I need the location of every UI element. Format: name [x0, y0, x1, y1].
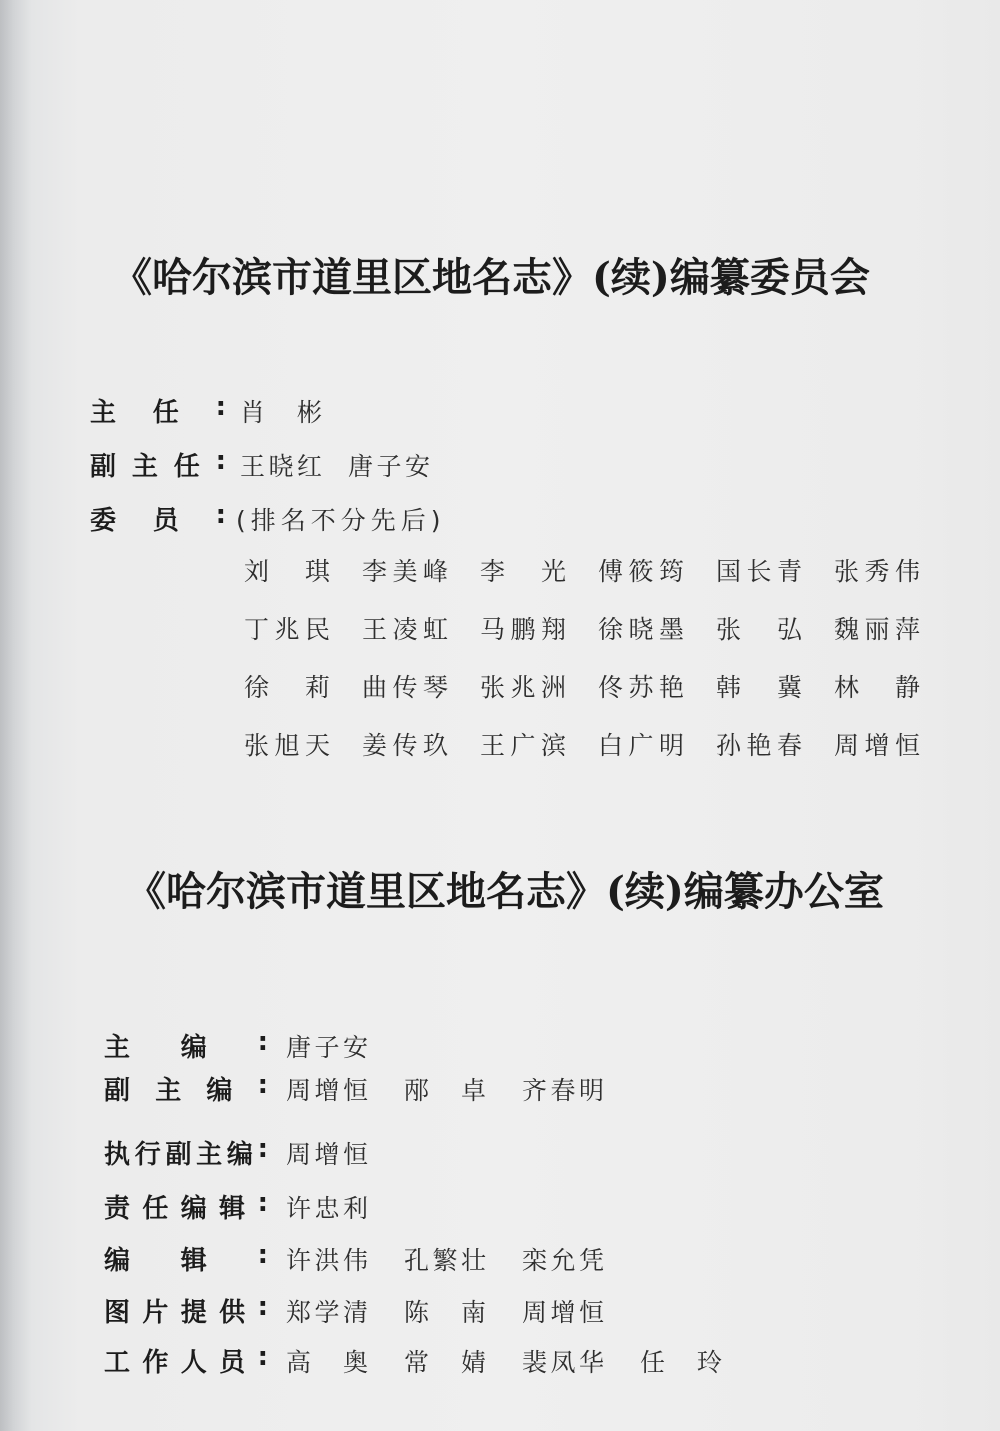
- committee-director-row: [90, 392, 456, 429]
- person-name: 周 增 恒: [834, 731, 920, 760]
- person-name: 周 增 恒: [522, 1298, 604, 1327]
- office-role-names: [286, 1071, 758, 1107]
- person-name: 刘 琪: [244, 557, 330, 586]
- person-name: 周 增 恒: [286, 1076, 368, 1105]
- office-role-names: [286, 1189, 758, 1225]
- members-label: 委 员 :: [90, 500, 226, 536]
- office-row: [104, 1188, 758, 1225]
- person-name: 傅 筱 筠: [598, 557, 684, 586]
- members-note: (排名不分先后): [236, 506, 446, 535]
- director-names: [240, 393, 456, 429]
- person-name: 姜 传 玖: [362, 731, 448, 760]
- office-role-label: 工 作 人 员 :: [104, 1342, 268, 1378]
- person-name: 郑 学 清: [286, 1298, 368, 1327]
- person-name: 马 鹏 翔: [480, 615, 566, 644]
- member-name-grid: [244, 552, 952, 762]
- office-role-label: 执 行 副 主 编 :: [104, 1134, 268, 1170]
- person-name: 王 晓 红: [240, 452, 322, 481]
- person-name: 张 旭 天: [244, 731, 330, 760]
- office-role-names: [286, 1135, 758, 1171]
- office-row: [104, 1342, 758, 1379]
- person-name: 佟 苏 艳: [598, 673, 684, 702]
- office-row: [104, 1240, 758, 1277]
- person-name: 张 兆 洲: [480, 673, 566, 702]
- person-name: 孔 繁 壮: [404, 1246, 486, 1275]
- office-role-names: [286, 1293, 758, 1329]
- office-role-label: 编 辑 :: [104, 1240, 268, 1276]
- office-role-label: 图 片 提 供 :: [104, 1292, 268, 1328]
- deputy-label: 副 主 任 :: [90, 446, 226, 482]
- person-name: 唐 子 安: [348, 452, 430, 481]
- person-name: 丁 兆 民: [244, 615, 330, 644]
- person-name: 张 秀 伟: [834, 557, 920, 586]
- person-name: 孙 艳 春: [716, 731, 802, 760]
- person-name: 王 凌 虹: [362, 615, 448, 644]
- person-name: 徐 晓 墨: [598, 615, 684, 644]
- person-name: 徐 莉: [244, 673, 330, 702]
- person-name: 张 弘: [716, 615, 802, 644]
- person-name: 肖 彬: [240, 398, 322, 427]
- director-label: 主 任 :: [90, 392, 226, 428]
- person-name: 周 增 恒: [286, 1140, 368, 1169]
- office-title: 《哈尔滨市道里区地名志》(续)编纂办公室: [126, 868, 884, 915]
- office-role-label: 副 主 编 :: [104, 1070, 268, 1106]
- person-name: 许 忠 利: [286, 1194, 368, 1223]
- office-role-names: [286, 1241, 758, 1277]
- deputy-names: [240, 447, 456, 483]
- person-name: 任 玲: [640, 1348, 722, 1377]
- office-role-names: [286, 1028, 758, 1064]
- person-name: 林 静: [834, 673, 920, 702]
- person-name: 齐 春 明: [522, 1076, 604, 1105]
- committee-deputy-row: [90, 446, 456, 483]
- office-row: [104, 1070, 758, 1107]
- person-name: 曲 传 琴: [362, 673, 448, 702]
- person-name: 王 广 滨: [480, 731, 566, 760]
- person-name: 国 长 青: [716, 557, 802, 586]
- person-name: 陈 南: [404, 1298, 486, 1327]
- office-role-label: 责 任 编 辑 :: [104, 1188, 268, 1224]
- office-role-names: [286, 1343, 758, 1379]
- person-name: 常 婧: [404, 1348, 486, 1377]
- office-role-label: 主 编 :: [104, 1027, 268, 1063]
- person-name: 唐 子 安: [286, 1033, 368, 1062]
- committee-title: 《哈尔滨市道里区地名志》(续)编纂委员会: [112, 254, 870, 301]
- person-name: 许 洪 伟: [286, 1246, 368, 1275]
- person-name: 栾 允 凭: [522, 1246, 604, 1275]
- office-row: [104, 1134, 758, 1171]
- person-name: 白 广 明: [598, 731, 684, 760]
- office-row: [104, 1292, 758, 1329]
- person-name: 李 美 峰: [362, 557, 448, 586]
- person-name: 邴 卓: [404, 1076, 486, 1105]
- person-name: 高 奥: [286, 1348, 368, 1377]
- person-name: 魏 丽 萍: [834, 615, 920, 644]
- office-row: [104, 1027, 758, 1064]
- committee-members-row: [90, 500, 446, 537]
- person-name: 李 光: [480, 557, 566, 586]
- person-name: 裴 凤 华: [522, 1348, 604, 1377]
- person-name: 韩 冀: [716, 673, 802, 702]
